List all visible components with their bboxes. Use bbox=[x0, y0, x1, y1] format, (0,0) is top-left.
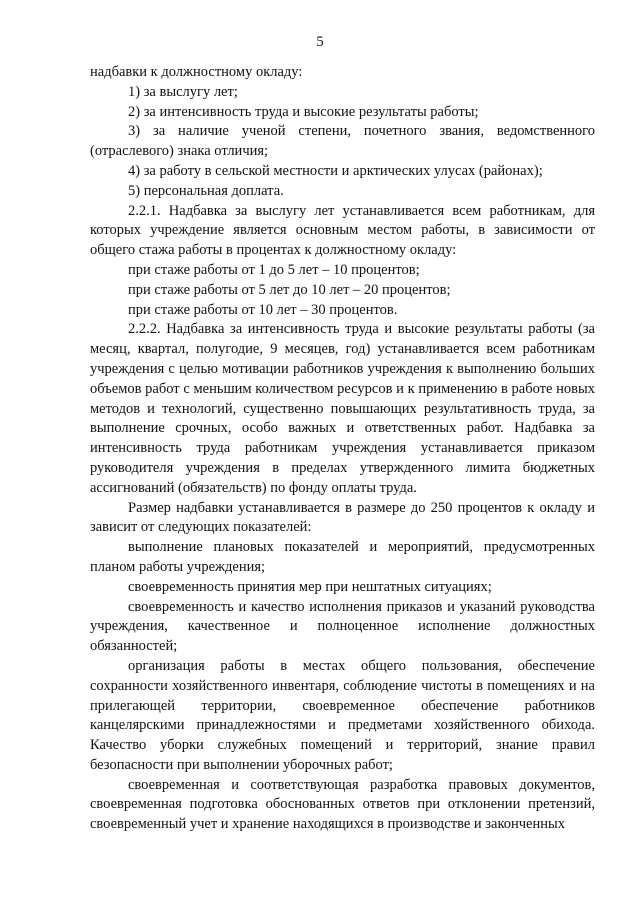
paragraph: надбавки к должностному окладу: bbox=[90, 64, 303, 80]
paragraph: 1) за выслугу лет; bbox=[128, 83, 238, 100]
paragraph: своевременность принятия мер при нештатных ситуациях; bbox=[128, 578, 492, 595]
paragraph: организация работы в местах общего пользования, обеспечение сохранности хозяйственного инвентаря, соблюдение чистоты в помещениях и на прилегающей территории, своевременное обеспечение работников канцелярскими принадлежностями и предметами хозяйственного обихода. Качество уборки служебных помещений и территорий, знание правил безопасности при выполнении уборочных работ; bbox=[90, 657, 595, 773]
page-number: 5 bbox=[316, 34, 324, 50]
paragraph: 2) за интенсивность труда и высокие результаты работы; bbox=[128, 103, 479, 120]
document-body bbox=[90, 63, 595, 835]
paragraph: 4) за работу в сельской местности и арктических улусах (районах); bbox=[128, 162, 543, 179]
paragraph: при стаже работы от 1 до 5 лет – 10 процентов; bbox=[128, 261, 420, 278]
paragraph: 5) персональная доплата. bbox=[128, 182, 284, 199]
paragraph: своевременность и качество исполнения приказов и указаний руководства учреждения, качественное и полноценное исполнение должностных обязанностей; bbox=[90, 598, 595, 655]
paragraph: при стаже работы от 5 лет до 10 лет – 20 процентов; bbox=[128, 281, 451, 298]
paragraph: при стаже работы от 10 лет – 30 процентов. bbox=[128, 301, 398, 318]
paragraph: 2.2.1. Надбавка за выслугу лет устанавливается всем работникам, для которых учреждение является основным местом работы, в зависимости от общего стажа работы в процентах к должностному окладу: bbox=[90, 202, 595, 259]
paragraph: своевременная и соответствующая разработка правовых документов, своевременная подготовка обоснованных ответов при отклонении претензий, своевременный учет и хранение находящихся в производстве и законченных bbox=[90, 776, 595, 833]
paragraph: 3) за наличие ученой степени, почетного звания, ведомственного (отраслевого) знака отличия; bbox=[90, 123, 595, 160]
paragraph: выполнение плановых показателей и мероприятий, предусмотренных планом работы учреждения; bbox=[90, 539, 595, 575]
paragraph: Размер надбавки устанавливается в размере до 250 процентов к окладу и зависит от следующих показателей: bbox=[90, 499, 595, 536]
paragraph: 2.2.2. Надбавка за интенсивность труда и высокие результаты работы (за месяц, квартал, полугодие, 9 месяцев, год) устанавливается всем работникам учреждения с целью мотивации работников учреждения к выполнению больших объемов работ с меньшим количеством ресурсов и к применению в работе новых методов и технологий, существенно повышающих результативность труда, за выполнение срочных, особо важных и ответственных работ. Надбавка за интенсивность труда работникам учреждения устанавливается приказом руководителя учреждения в пределах утвержденного лимита бюджетных ассигнований (обязательств) по фонду оплаты труда. bbox=[90, 321, 595, 496]
